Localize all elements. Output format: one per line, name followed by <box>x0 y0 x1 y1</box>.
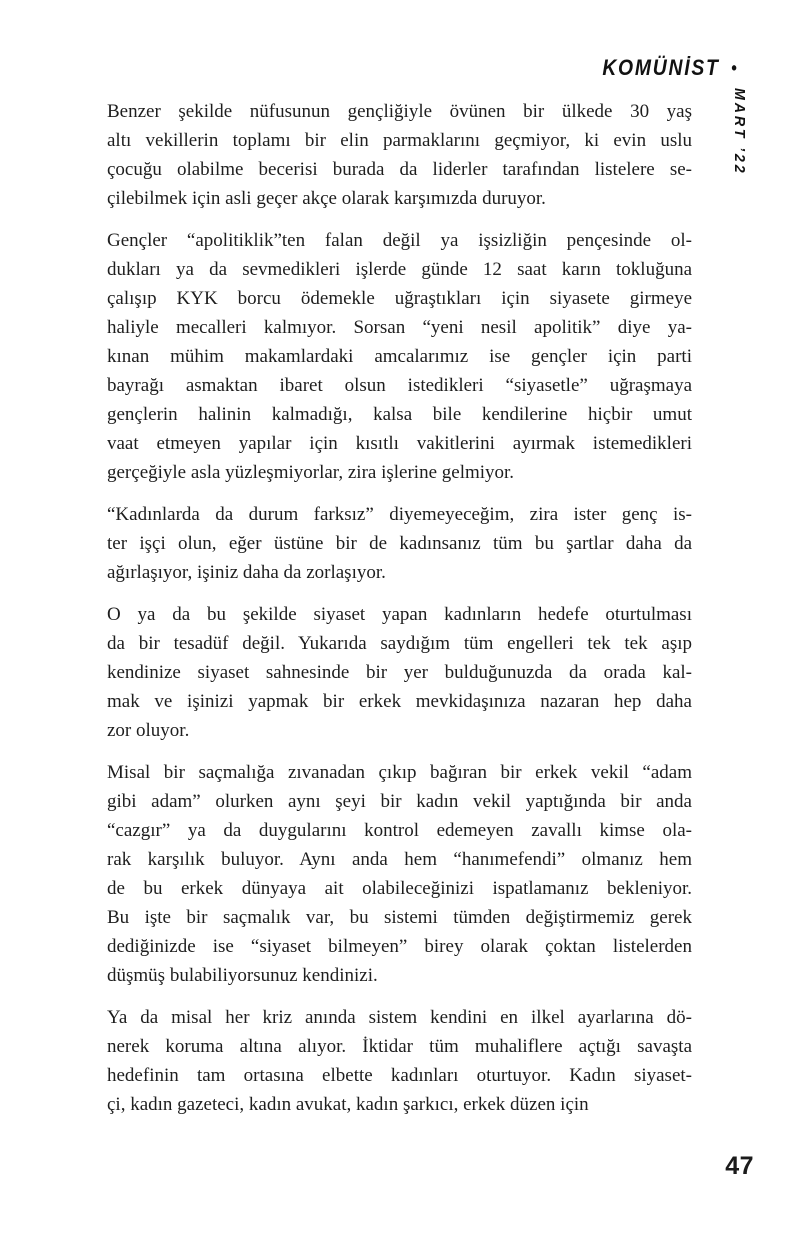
paragraph <box>107 500 692 587</box>
text-line: kendinize siyaset sahnesinde bir yer bulduğunuzda da orada kal- <box>107 662 692 683</box>
text-line: Misal bir saçmalığa zıvanadan çıkıp bağıran bir erkek vekil “adam <box>107 762 692 783</box>
paragraph <box>107 600 692 745</box>
text-line: Ya da misal her kriz anında sistem kendini en ilkel ayarlarına dö- <box>107 1007 692 1028</box>
text-line: ağırlaşıyor, işiniz daha da zorlaşıyor. <box>107 562 386 583</box>
text-line: dediğinizde ise “siyaset bilmeyen” birey olarak çoktan listelerden <box>107 936 692 957</box>
bullet-icon: • <box>731 58 737 78</box>
text-line: da bir tesadüf değil. Yukarıda saydığım tüm engelleri tek tek aşıp <box>107 633 692 654</box>
paragraph <box>107 1003 692 1119</box>
text-line: ter işçi olun, eğer üstüne bir de kadınsanız tüm bu şartlar daha da <box>107 533 692 554</box>
text-line: “Kadınlarda da durum farksız” diyemeyeceğim, zira ister genç is- <box>107 504 692 525</box>
text-line: rak karşılık buluyor. Aynı anda hem “hanımefendi” olmanız hem <box>107 849 692 870</box>
text-line: çilebilmek için asli geçer akçe olarak karşımızda duruyor. <box>107 188 546 209</box>
text-line: altı vekillerin toplamı bir elin parmaklarını geçmiyor, ki evin uslu <box>107 130 692 151</box>
text-line: nerek koruma altına alıyor. İktidar tüm muhaliflere açtığı savaşta <box>107 1036 692 1057</box>
text-line: mak ve işinizi yapmak bir erkek mevkidaşınıza nazaran hep daha <box>107 691 692 712</box>
text-line: haliyle mecalleri kalmıyor. Sorsan “yeni nesil apolitik” diye ya- <box>107 317 692 338</box>
text-line: bayrağı asmaktan ibaret olsun istedikleri “siyasetle” uğraşmaya <box>107 375 692 396</box>
issue-date-label: MART ’22 <box>731 88 748 176</box>
text-line: gibi adam” olurken aynı şeyi bir kadın vekil yaptığında bir anda <box>107 791 692 812</box>
paragraph <box>107 758 692 990</box>
text-line: çalışıp KYK borcu ödemekle uğraştıkları için siyasete girmeye <box>107 288 692 309</box>
text-line: düşmüş bulabiliyorsunuz kendinizi. <box>107 965 378 986</box>
text-line: kınan mühim makamlardaki amcalarımız ise gençler için parti <box>107 346 692 367</box>
text-line: Benzer şekilde nüfusunun gençliğiyle övünen bir ülkede 30 yaş <box>107 101 692 122</box>
masthead <box>603 55 737 81</box>
text-line: çi, kadın gazeteci, kadın avukat, kadın şarkıcı, erkek düzen için <box>107 1094 589 1115</box>
text-line: vaat etmeyen yapılar için kısıtlı vakitlerini ayırmak istemedikleri <box>107 433 692 454</box>
text-line: zor oluyor. <box>107 720 190 741</box>
text-line: “cazgır” ya da duygularını kontrol edemeyen zavallı kimse ola- <box>107 820 692 841</box>
magazine-title: KOMÜNİST <box>602 55 721 80</box>
article-body <box>107 97 692 1132</box>
text-line: hedefinin tam ortasına elbette kadınları oturtuyor. Kadın siyaset- <box>107 1065 692 1086</box>
text-line: çocuğu olabilme becerisi burada da liderler tarafından listelere se- <box>107 159 692 180</box>
text-line: O ya da bu şekilde siyaset yapan kadınların hedefe oturtulması <box>107 604 692 625</box>
text-line: gerçeğiyle asla yüzleşmiyorlar, zira işlerine gelmiyor. <box>107 462 515 483</box>
text-line: gençlerin halinin kalmadığı, kalsa bile kendilerine hiçbir umut <box>107 404 692 425</box>
text-line: Bu işte bir saçmalık var, bu sistemi tümden değiştirmemiz gerek <box>107 907 692 928</box>
paragraph <box>107 226 692 487</box>
text-line: de bu erkek dünyaya ait olabileceğinizi ispatlamanız bekleniyor. <box>107 878 692 899</box>
page-number: 47 <box>725 1152 754 1180</box>
paragraph <box>107 97 692 213</box>
text-line: Gençler “apolitiklik”ten falan değil ya işsizliğin pençesinde ol- <box>107 230 692 251</box>
text-line: dukları ya da sevmedikleri işlerde günde 12 saat karın tokluğuna <box>107 259 692 280</box>
